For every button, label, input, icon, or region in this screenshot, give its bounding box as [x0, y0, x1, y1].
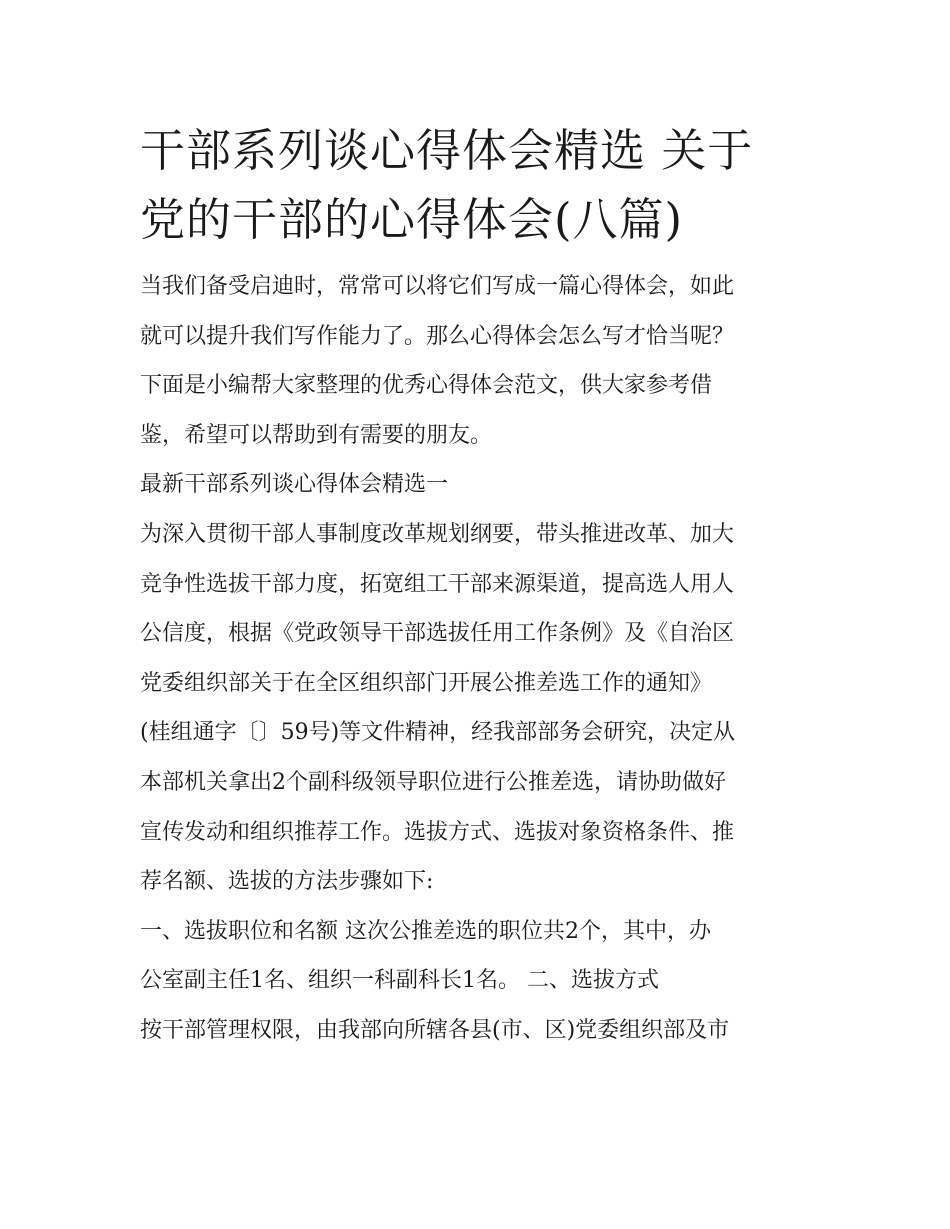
body-line: 一、选拔职位和名额 这次公推差选的职位共2个，其中，办: [140, 918, 711, 944]
body-line: 就可以提升我们写作能力了。那么心得体会怎么写才恰当呢？: [140, 323, 735, 349]
body-line: 鉴，希望可以帮助到有需要的朋友。: [140, 422, 493, 448]
body-line: 下面是小编帮大家整理的优秀心得体会范文，供大家参考借: [140, 373, 713, 399]
document-title: [140, 116, 815, 254]
body-line: 当我们备受启迪时，常常可以将它们写成一篇心得体会，如此: [140, 274, 735, 299]
document-page: [140, 116, 815, 1056]
body-line: 本部机关拿出2个副科级领导职位进行公推差选，请协助做好: [140, 769, 726, 795]
body-line: 宣传发动和组织推荐工作。选拔方式、选拔对象资格条件、推: [140, 819, 735, 845]
title-line-1: 干部系列谈心得体会精选 关于: [140, 124, 754, 177]
body-line: 竞争性选拔干部力度，拓宽组工干部来源渠道，提高选人用人: [140, 571, 735, 597]
body-line: 按干部管理权限，由我部向所辖各县(市、区)党委组织部及市: [140, 1017, 730, 1043]
body-line: (桂组通字〔〕59号)等文件精神，经我部部务会研究，决定从: [140, 720, 736, 746]
body-line: 公信度，根据《党政领导干部选拔任用工作条例》及《自治区: [140, 621, 735, 647]
body-line: 为深入贯彻干部人事制度改革规划纲要，带头推进改革、加大: [140, 521, 735, 547]
document-body: [140, 262, 815, 1056]
body-line: 党委组织部关于在全区组织部门开展公推差选工作的通知》: [140, 670, 713, 696]
body-line: 公室副主任1名、组织一科副科长1名。 二、选拔方式: [140, 968, 659, 994]
section-heading: 最新干部系列谈心得体会精选一: [140, 472, 449, 498]
title-line-2: 党的干部的心得体会(八篇): [140, 193, 684, 246]
body-line: 荐名额、选拔的方法步骤如下:: [140, 869, 434, 895]
